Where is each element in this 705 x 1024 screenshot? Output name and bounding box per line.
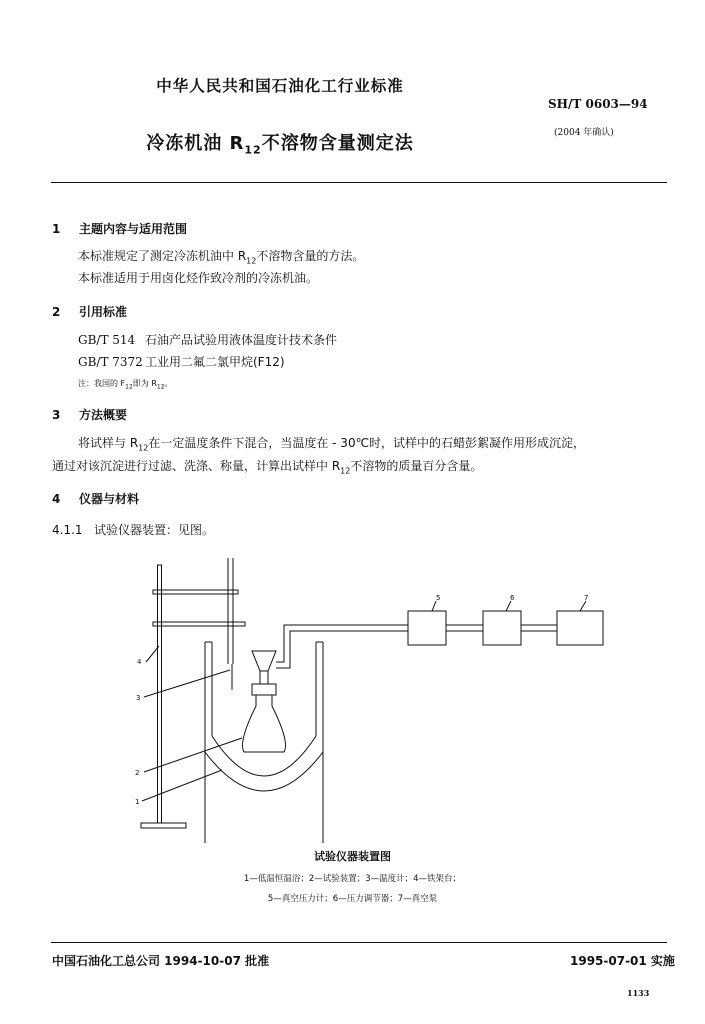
figure-caption: 试验仪器装置图 [314, 850, 391, 863]
vacuum-pump-box [557, 611, 603, 645]
figure-legend-line-2: 5—真空压力计；6—压力调节器；7—真空泵 [267, 894, 438, 904]
section-3-heading: 3 方法概要 [52, 408, 128, 422]
standard-category: 中华人民共和国石油化工行业标准 [156, 77, 404, 95]
callout-7: 7 [584, 594, 589, 602]
section-3-line-2: 通过对该沉淀进行过滤、洗涤、称量，计算出试样中 $R_{12}$不溶物的质量百分含量。 [52, 459, 483, 476]
vacuum-line-2 [446, 625, 483, 631]
apparatus-diagram [0, 555, 705, 845]
section-1-line-2: 本标准适用于用卤化烃作致冷剂的冷冻机油。 [78, 271, 319, 285]
callout-6: 6 [510, 594, 515, 602]
footer-rule [51, 942, 667, 943]
bath-inner-curve [212, 736, 316, 776]
stand-clamp-upper [153, 590, 238, 594]
callout-leader-7 [580, 601, 586, 611]
callout-leader-5 [432, 601, 436, 611]
section-4-heading: 4 仪器与材料 [52, 492, 140, 506]
stand-rod [158, 565, 162, 823]
bath-outer-curve [205, 752, 323, 791]
callout-leader-6 [506, 601, 511, 611]
effective-date: 1995-07-01 实施 [570, 954, 675, 968]
issuer-approval: 中国石油化工总公司 1994-10-07 批准 [52, 954, 270, 968]
section-2-heading: 2 引用标准 [52, 305, 128, 319]
reference-gb514: GB/T 514 石油产品试验用液体温度计技术条件 [78, 333, 338, 347]
page-number: 1133 [627, 988, 650, 998]
callout-leader-3 [144, 670, 230, 697]
pressure-regulator-box [483, 611, 521, 645]
funnel-stem [260, 671, 268, 684]
stand-base [141, 823, 186, 828]
callout-1: 1 [135, 798, 140, 806]
funnel-cup [252, 651, 276, 671]
callout-2: 2 [135, 769, 140, 777]
callout-3: 3 [136, 694, 141, 702]
flask-stopper [252, 684, 276, 695]
stand-clamp-lower [153, 622, 245, 626]
vacuum-gauge-box [408, 611, 446, 645]
section-2-note: 注：我国的 $F_{12}$即为 $R_{12}$。 [78, 379, 173, 391]
document-title: 冷冻机油 $R_{12}$不溶物含量测定法 [146, 133, 414, 157]
vacuum-line-1 [276, 625, 408, 668]
section-1-heading: 1 主题内容与适用范围 [52, 222, 188, 236]
standard-number: SH/T 0603—94 [548, 97, 648, 111]
reconfirmed-note: (2004 年确认) [554, 128, 614, 138]
section-1-line-1: 本标准规定了测定冷冻机油中 $R_{12}$不溶物含量的方法。 [78, 249, 365, 266]
figure-legend-line-1: 1—低温恒温浴；2—试验装置；3—温度计；4—铁架台； [243, 874, 462, 884]
header-rule [51, 182, 667, 183]
callout-4: 4 [137, 658, 142, 666]
section-4-item: 4.1.1 试验仪器装置：见图。 [52, 523, 214, 537]
reference-gb7372: GB/T 7372 工业用二氟二氯甲烷(F12) [78, 355, 285, 369]
conical-flask [243, 695, 286, 752]
callout-5: 5 [436, 594, 441, 602]
vacuum-line-3 [521, 625, 557, 631]
section-3-line-1: 将试样与 $R_{12}$在一定温度条件下混合，当温度在 - 30℃时，试样中的石蜡彭絮凝作用形成沉淀， [78, 436, 586, 453]
callout-leader-1 [142, 770, 222, 801]
callout-leader-2 [144, 738, 242, 772]
